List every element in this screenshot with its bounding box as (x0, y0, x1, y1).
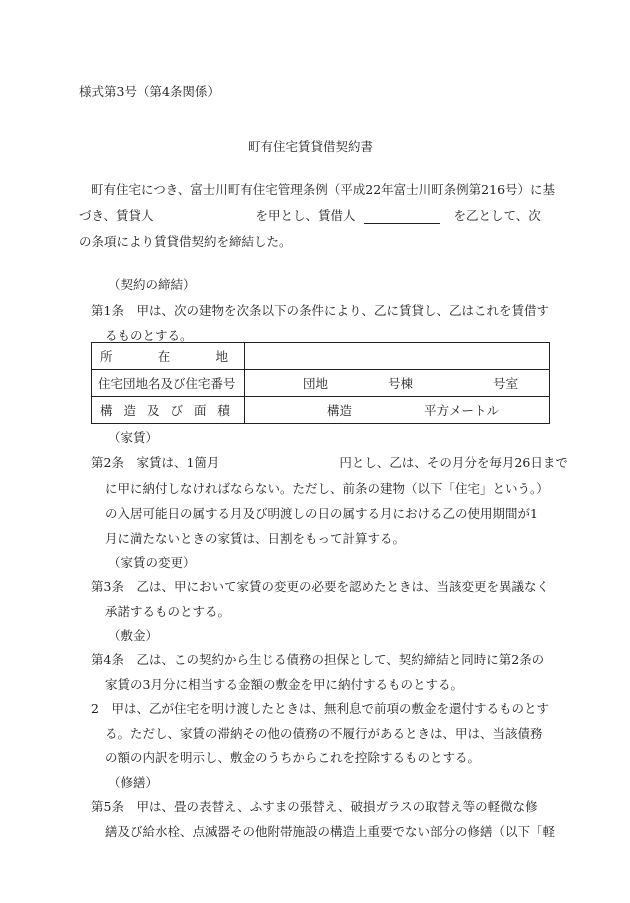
intro-text: を甲とし、賃借人 (255, 208, 356, 223)
article-4-para-2-line-2: る。ただし、家賃の滞納その他の債務の不履行があるときは、甲は、当該債務 (105, 726, 543, 741)
heading-rent: （家賃） (108, 430, 159, 445)
value-structure-area: 構造 平方メートル (245, 397, 550, 424)
article-1-line-2: るものとする。 (105, 328, 193, 343)
label-housing-number: 住宅団地名及び住宅番号 (92, 370, 245, 397)
intro-line-2 (79, 206, 541, 224)
article-2-line-1: 第2条 家賃は、1箇月 円とし、乙は、その月分を毎月26日まで (91, 455, 568, 470)
article-5-line-2: 繕及び給水栓、点滅器その他附帯施設の構造上重要でない部分の修繕（以下「軽 (105, 824, 556, 839)
heading-rent-change: （家賃の変更） (108, 555, 196, 570)
document-title: 町有住宅賃貸借契約書 (248, 139, 374, 154)
form-label: 様式第3号（第4条関係） (79, 84, 220, 99)
table-row (92, 370, 550, 397)
intro-line-3: の条項により賃貸借契約を締結した。 (79, 234, 292, 249)
intro-text: づき、賃貸人 (79, 208, 154, 223)
heading-deposit: （敷金） (108, 628, 159, 643)
article-3-line-1: 第3条 乙は、甲において家賃の変更の必要を認めたときは、当該変更を異議なく (91, 579, 549, 594)
intro-line-1: 町有住宅につき、富士川町有住宅管理条例（平成22年富士川町条例第216号）に基 (91, 182, 556, 197)
label-location: 所 在 地 (92, 343, 245, 370)
table-row (92, 343, 550, 370)
article-1-line-1: 第1条 甲は、次の建物を次条以下の条件により、乙に賃貸し、乙はこれを賃借す (91, 303, 549, 318)
article-4-para-2-line-3: の額の内訳を明示し、敷金のうちからこれを控除するものとする。 (105, 750, 481, 765)
label-structure-area: 構 造 及 び 面 積 (92, 397, 245, 424)
value-location (245, 343, 550, 370)
article-2-line-3: の入居可能日の属する月及び明渡しの日の属する月における乙の使用期間が1 (105, 506, 538, 521)
table-row (92, 397, 550, 424)
intro-text: を乙として、次 (453, 208, 541, 223)
article-4-para-2-line-1: 2 甲は、乙が住宅を明け渡したときは、無利息で前項の敷金を還付するものとす (91, 701, 549, 716)
lessee-field (364, 208, 440, 224)
article-2-line-4: 月に満たないときの家賃は、日割をもって計算する。 (105, 531, 406, 546)
property-table (91, 342, 550, 424)
heading-repairs: （修繕） (108, 775, 159, 790)
article-3-line-2: 承諾するものとする。 (105, 604, 231, 619)
value-housing-number: 団地 号棟 号室 (245, 370, 550, 397)
heading-contract-conclusion: （契約の締結） (108, 277, 196, 292)
article-2-line-2: に甲に納付しなければならない。ただし、前条の建物（以下「住宅」という。） (105, 481, 549, 496)
article-4-line-1: 第4条 乙は、この契約から生じる債務の担保として、契約締結と同時に第2条の (91, 652, 545, 667)
article-5-line-1: 第5条 甲は、畳の表替え、ふすまの張替え、破損ガラスの取替え等の軽微な修 (91, 799, 538, 814)
article-4-line-2: 家賃の3月分に相当する金額の敷金を甲に納付するものとする。 (105, 677, 463, 692)
